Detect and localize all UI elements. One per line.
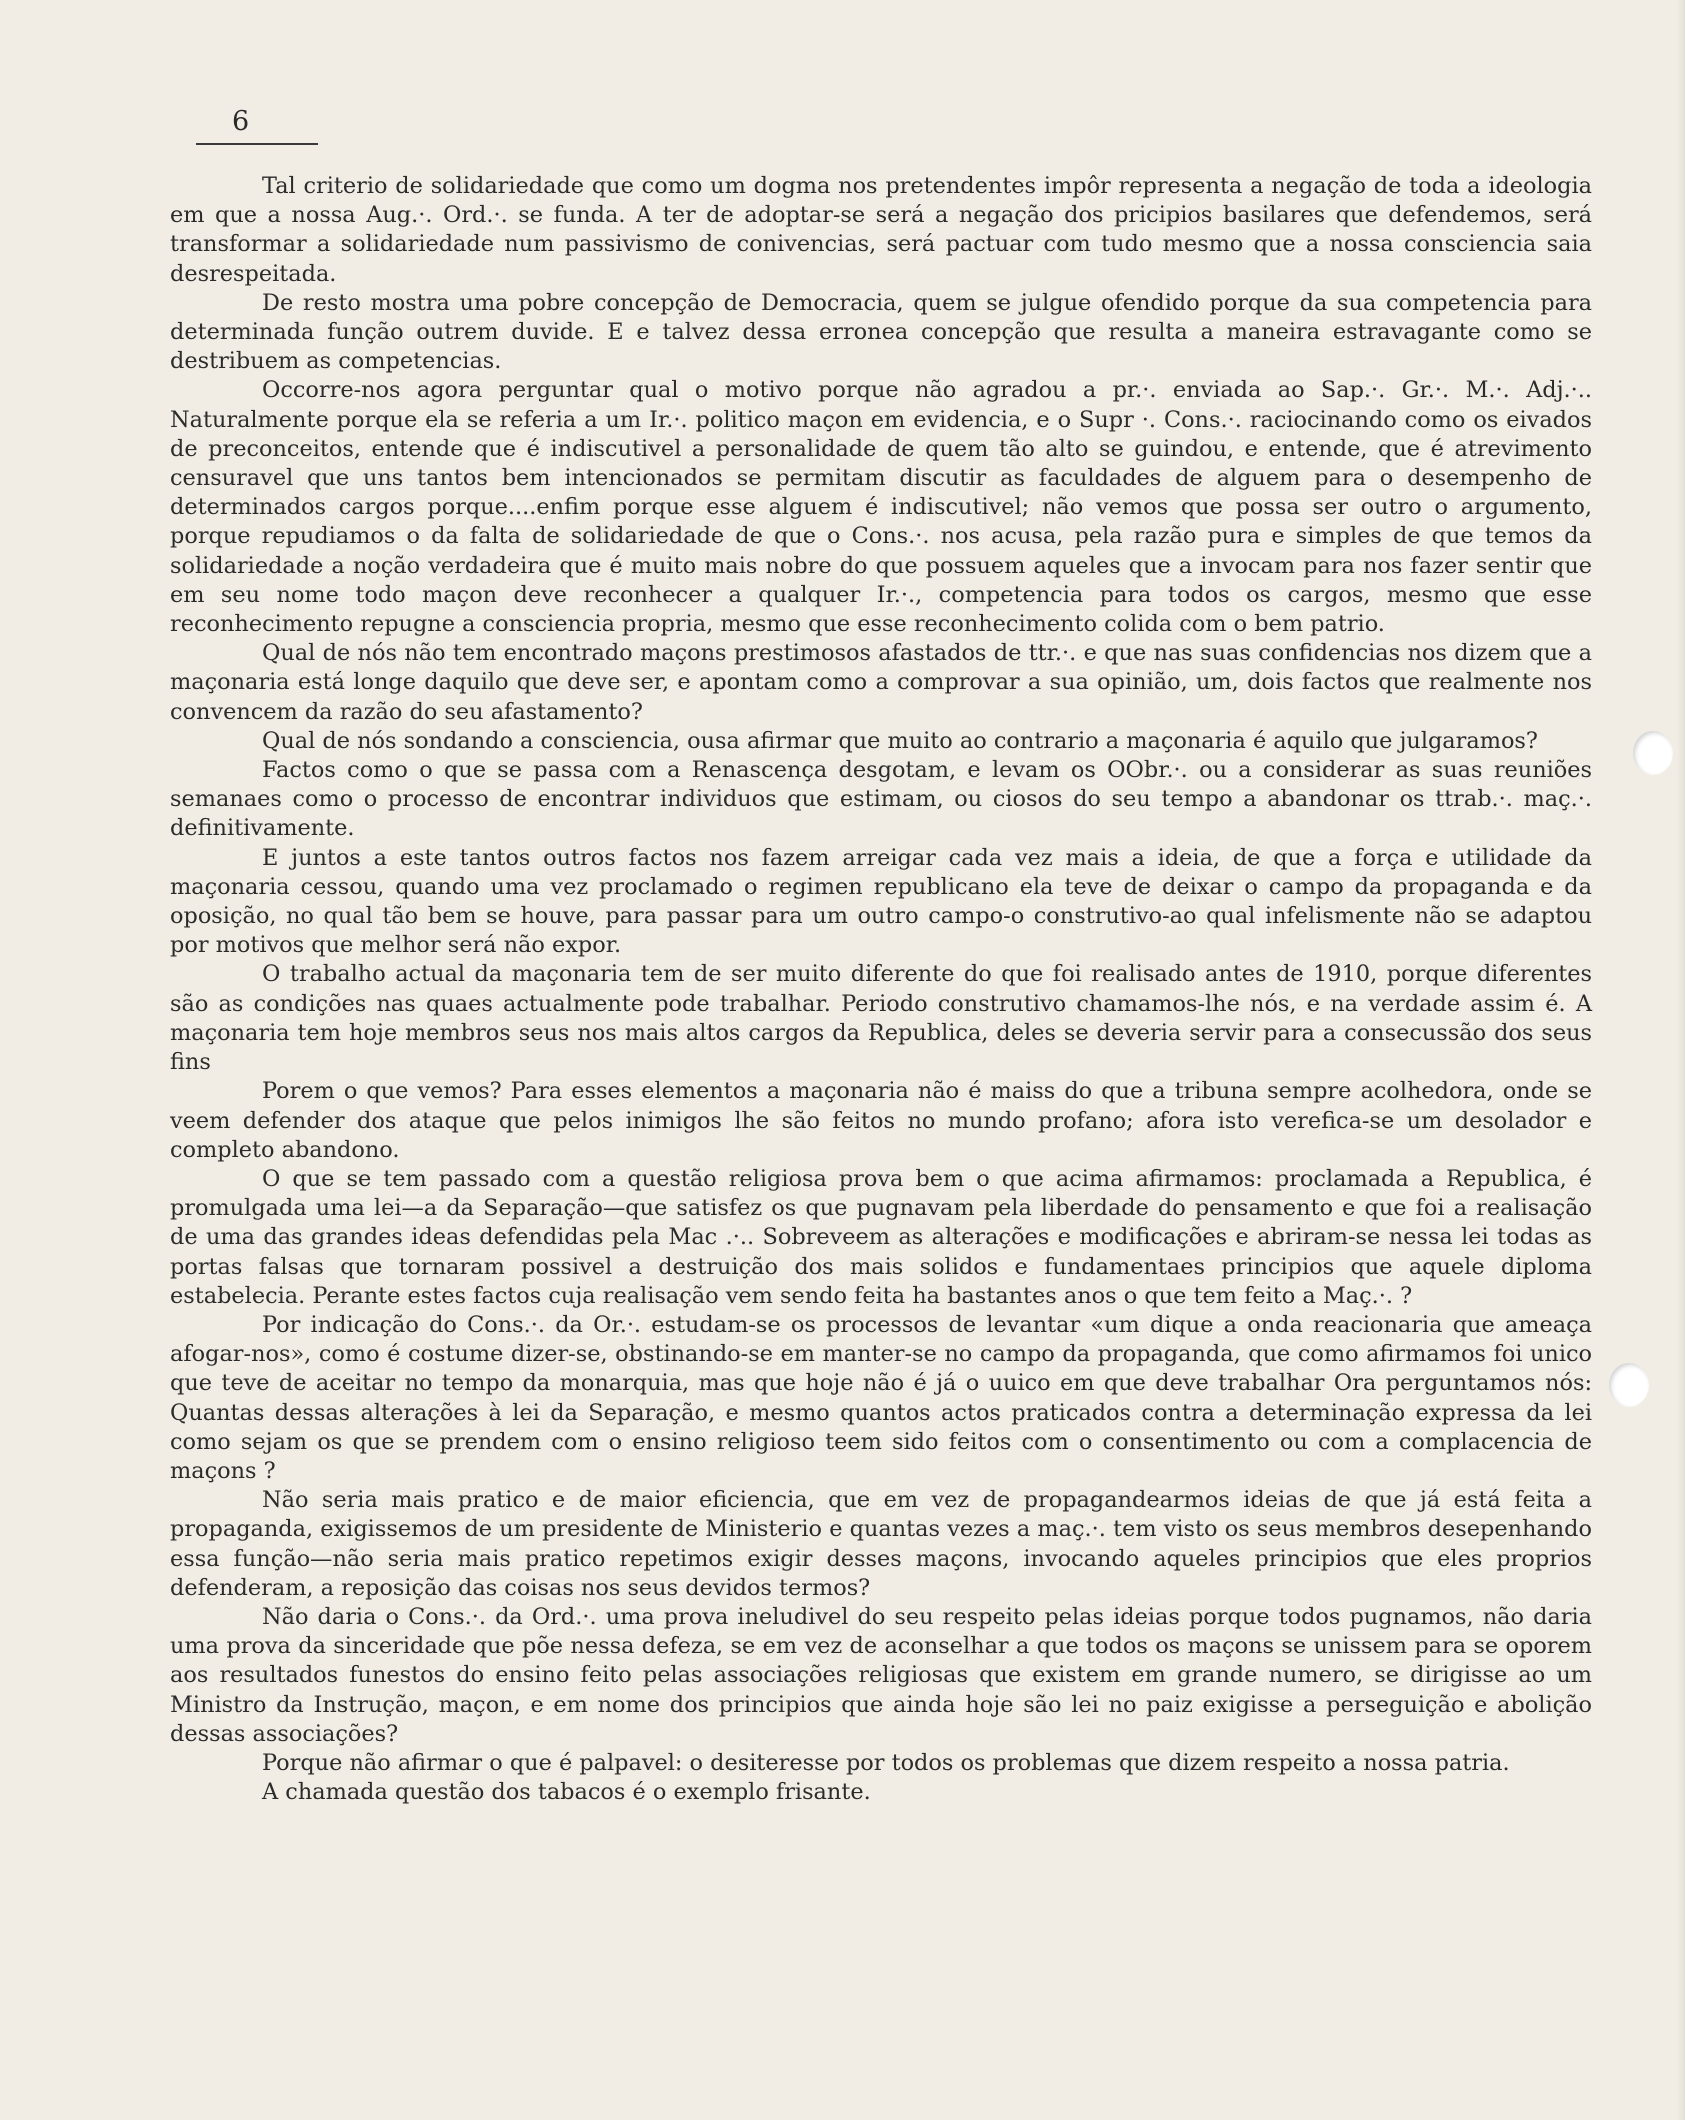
paragraph: Factos como o que se passa com a Renascença desgotam, e levam os OObr.·. ou a considerar as suas reuniões semanaes como o processo de encontrar individuos que estimam, ou ciosos do seu tempo a abandonar os ttrab.·. maç.·. definitivamente. xyxy=(170,757,1592,842)
paragraph: E juntos a este tantos outros factos nos fazem arreigar cada vez mais a ideia, de que a força e utilidade da maçonaria cessou, quando uma vez proclamado o regimen republicano ela teve de deixar o campo da propaganda e da oposição, no qual tão bem se houve, para passar para um outro campo-o construtivo-ao qual infelismente não se adaptou por motivos que melhor será não expor. xyxy=(170,844,1592,959)
paragraph: Porque não afirmar o que é palpavel: o desiteresse por todos os problemas que dizem respeito a nossa patria. xyxy=(262,1749,1510,1776)
paragraph: Qual de nós não tem encontrado maçons prestimosos afastados de ttr.·. e que nas suas confidencias nos dizem que a maçonaria está longe daquilo que deve ser, e apontam como a comprovar a sua opinião, um, dois factos que realmente nos convencem da razão do seu afastamento? xyxy=(170,640,1592,725)
paragraph: Tal criterio de solidariedade que como um dogma nos pretendentes impôr representa a negação de toda a ideologia em que a nossa Aug.·. Ord.·. se funda. A ter de adoptar-se será a negação dos pricipios basilares que defendemos, será transformar a solidariedade num passivismo de conivencias, será pactuar com tudo mesmo que a nossa consciencia saia desrespeitada. xyxy=(170,173,1592,287)
page-number: 6 xyxy=(232,106,250,137)
paragraph: O trabalho actual da maçonaria tem de ser muito diferente do que foi realisado antes de 1910, porque diferentes são as condições nas quaes actualmente pode trabalhar. Periodo construtivo chamamos-lhe nós, e na verdade assim é. A maçonaria tem hoje membros seus nos mais altos cargos da Republica, deles se deveria servir para a consecussão dos seus fins xyxy=(170,961,1592,1076)
paragraph: Por indicação do Cons.·. da Or.·. estudam-se os processos de levantar «um dique a onda reacionaria que ameaça afogar-nos», como é costume dizer-se, obstinando-se em manter-se no campo da propaganda, que como afirmamos foi unico que teve de aceitar no tempo da monarquia, mas que hoje não é já o uuico em que deve trabalhar Ora perguntamos nós: Quantas dessas alterações à lei da Separação, e mesmo quantos actos praticados contra a determinação expressa da lei como sejam os que se prendem com o ensino religioso teem sido feitos com o consentimento ou com a complacencia de maçons ? xyxy=(170,1311,1592,1484)
paragraph: A chamada questão dos tabacos é o exemplo frisante. xyxy=(262,1779,871,1806)
body-text xyxy=(170,172,1592,1807)
paragraph: De resto mostra uma pobre concepção de Democracia, quem se julgue ofendido porque da sua competencia para determinada função outrem duvide. E e talvez dessa erronea concepção que resulta a maneira estravagante como se destribuem as competencias. xyxy=(170,289,1592,375)
page-edge-shadow xyxy=(1677,0,1685,2120)
paragraph: Porem o que vemos? Para esses elementos a maçonaria não é maiss do que a tribuna sempre acolhedora, onde se veem defender dos ataque que pelos inimigos lhe são feitos no mundo profano; afora isto verefica-se um desolador e completo abandono. xyxy=(170,1078,1592,1163)
paragraph: Qual de nós sondando a consciencia, ousa afirmar que muito ao contrario a maçonaria é aquilo que julgaramos? xyxy=(262,727,1538,754)
punch-hole xyxy=(1609,1363,1649,1407)
punch-hole xyxy=(1633,731,1673,775)
page-number-rule xyxy=(196,143,318,145)
paragraph: Occorre-nos agora perguntar qual o motivo porque não agradou a pr.·. enviada ao Sap.·. Gr.·. M.·. Adj.·.. Naturalmente porque ela se referia a um Ir.·. politico maçon em evidencia, e o Supr ·. Cons.·. raciocinando como os eivados de preconceitos, entende que é indiscutivel a personalidade de quem tão alto se guindou, e entende, que é atrevimento censuravel que uns tantos bem intencionados se permitam discutir as faculdades de alguem para o desempenho de determinados cargos porque....enfim porque esse alguem é indiscutivel; não vemos que possa ser outro o argumento, porque repudiamos o da falta de solidariedade de que o Cons.·. nos acusa, pela razão pura e simples de que temos da solidariedade a noção verdadeira que é muito mais nobre do que possuem aqueles que a invocam para nos fazer sentir que em seu nome todo maçon deve reconhecer a qualquer Ir.·., competencia para todos os cargos, mesmo que esse reconhecimento repugne a consciencia propria, mesmo que esse reconhecimento colida com o bem patrio. xyxy=(170,377,1592,638)
paragraph: O que se tem passado com a questão religiosa prova bem o que acima afirmamos: proclamada a Republica, é promulgada uma lei—a da Separação—que satisfez os que pugnavam pela liberdade do pensamento e que foi a realisação de uma das grandes ideas defendidas pela Mac .·.. Sobreveem as alterações e modificações e abriram-se nessa lei todas as portas falsas que tornaram possivel a destruição dos mais solidos e fundamentaes principios que aquele diploma estabelecia. Perante estes factos cuja realisação vem sendo feita ha bastantes anos o que tem feito a Maç.·. ? xyxy=(170,1165,1592,1309)
paragraph: Não seria mais pratico e de maior eficiencia, que em vez de propagandearmos ideias de que já está feita a propaganda, exigissemos de um presidente de Ministerio e quantas vezes a maç.·. tem visto os seus membros desepenhando essa função—não seria mais pratico repetimos exigir desses maçons, invocando aqueles principios que eles proprios defenderam, a reposição das coisas nos seus devidos termos? xyxy=(170,1487,1592,1601)
paragraph: Não daria o Cons.·. da Ord.·. uma prova ineludivel do seu respeito pelas ideias porque todos pugnamos, não daria uma prova da sinceridade que põe nessa defeza, se em vez de aconselhar a que todos os maçons se unissem para se oporem aos resultados funestos do ensino feito pelas associações religiosas que existem em grande numero, se dirigisse ao um Ministro da Instrução, maçon, e em nome dos principios que ainda hoje são lei no paiz exigisse a perseguição e abolição dessas associações? xyxy=(170,1603,1592,1747)
